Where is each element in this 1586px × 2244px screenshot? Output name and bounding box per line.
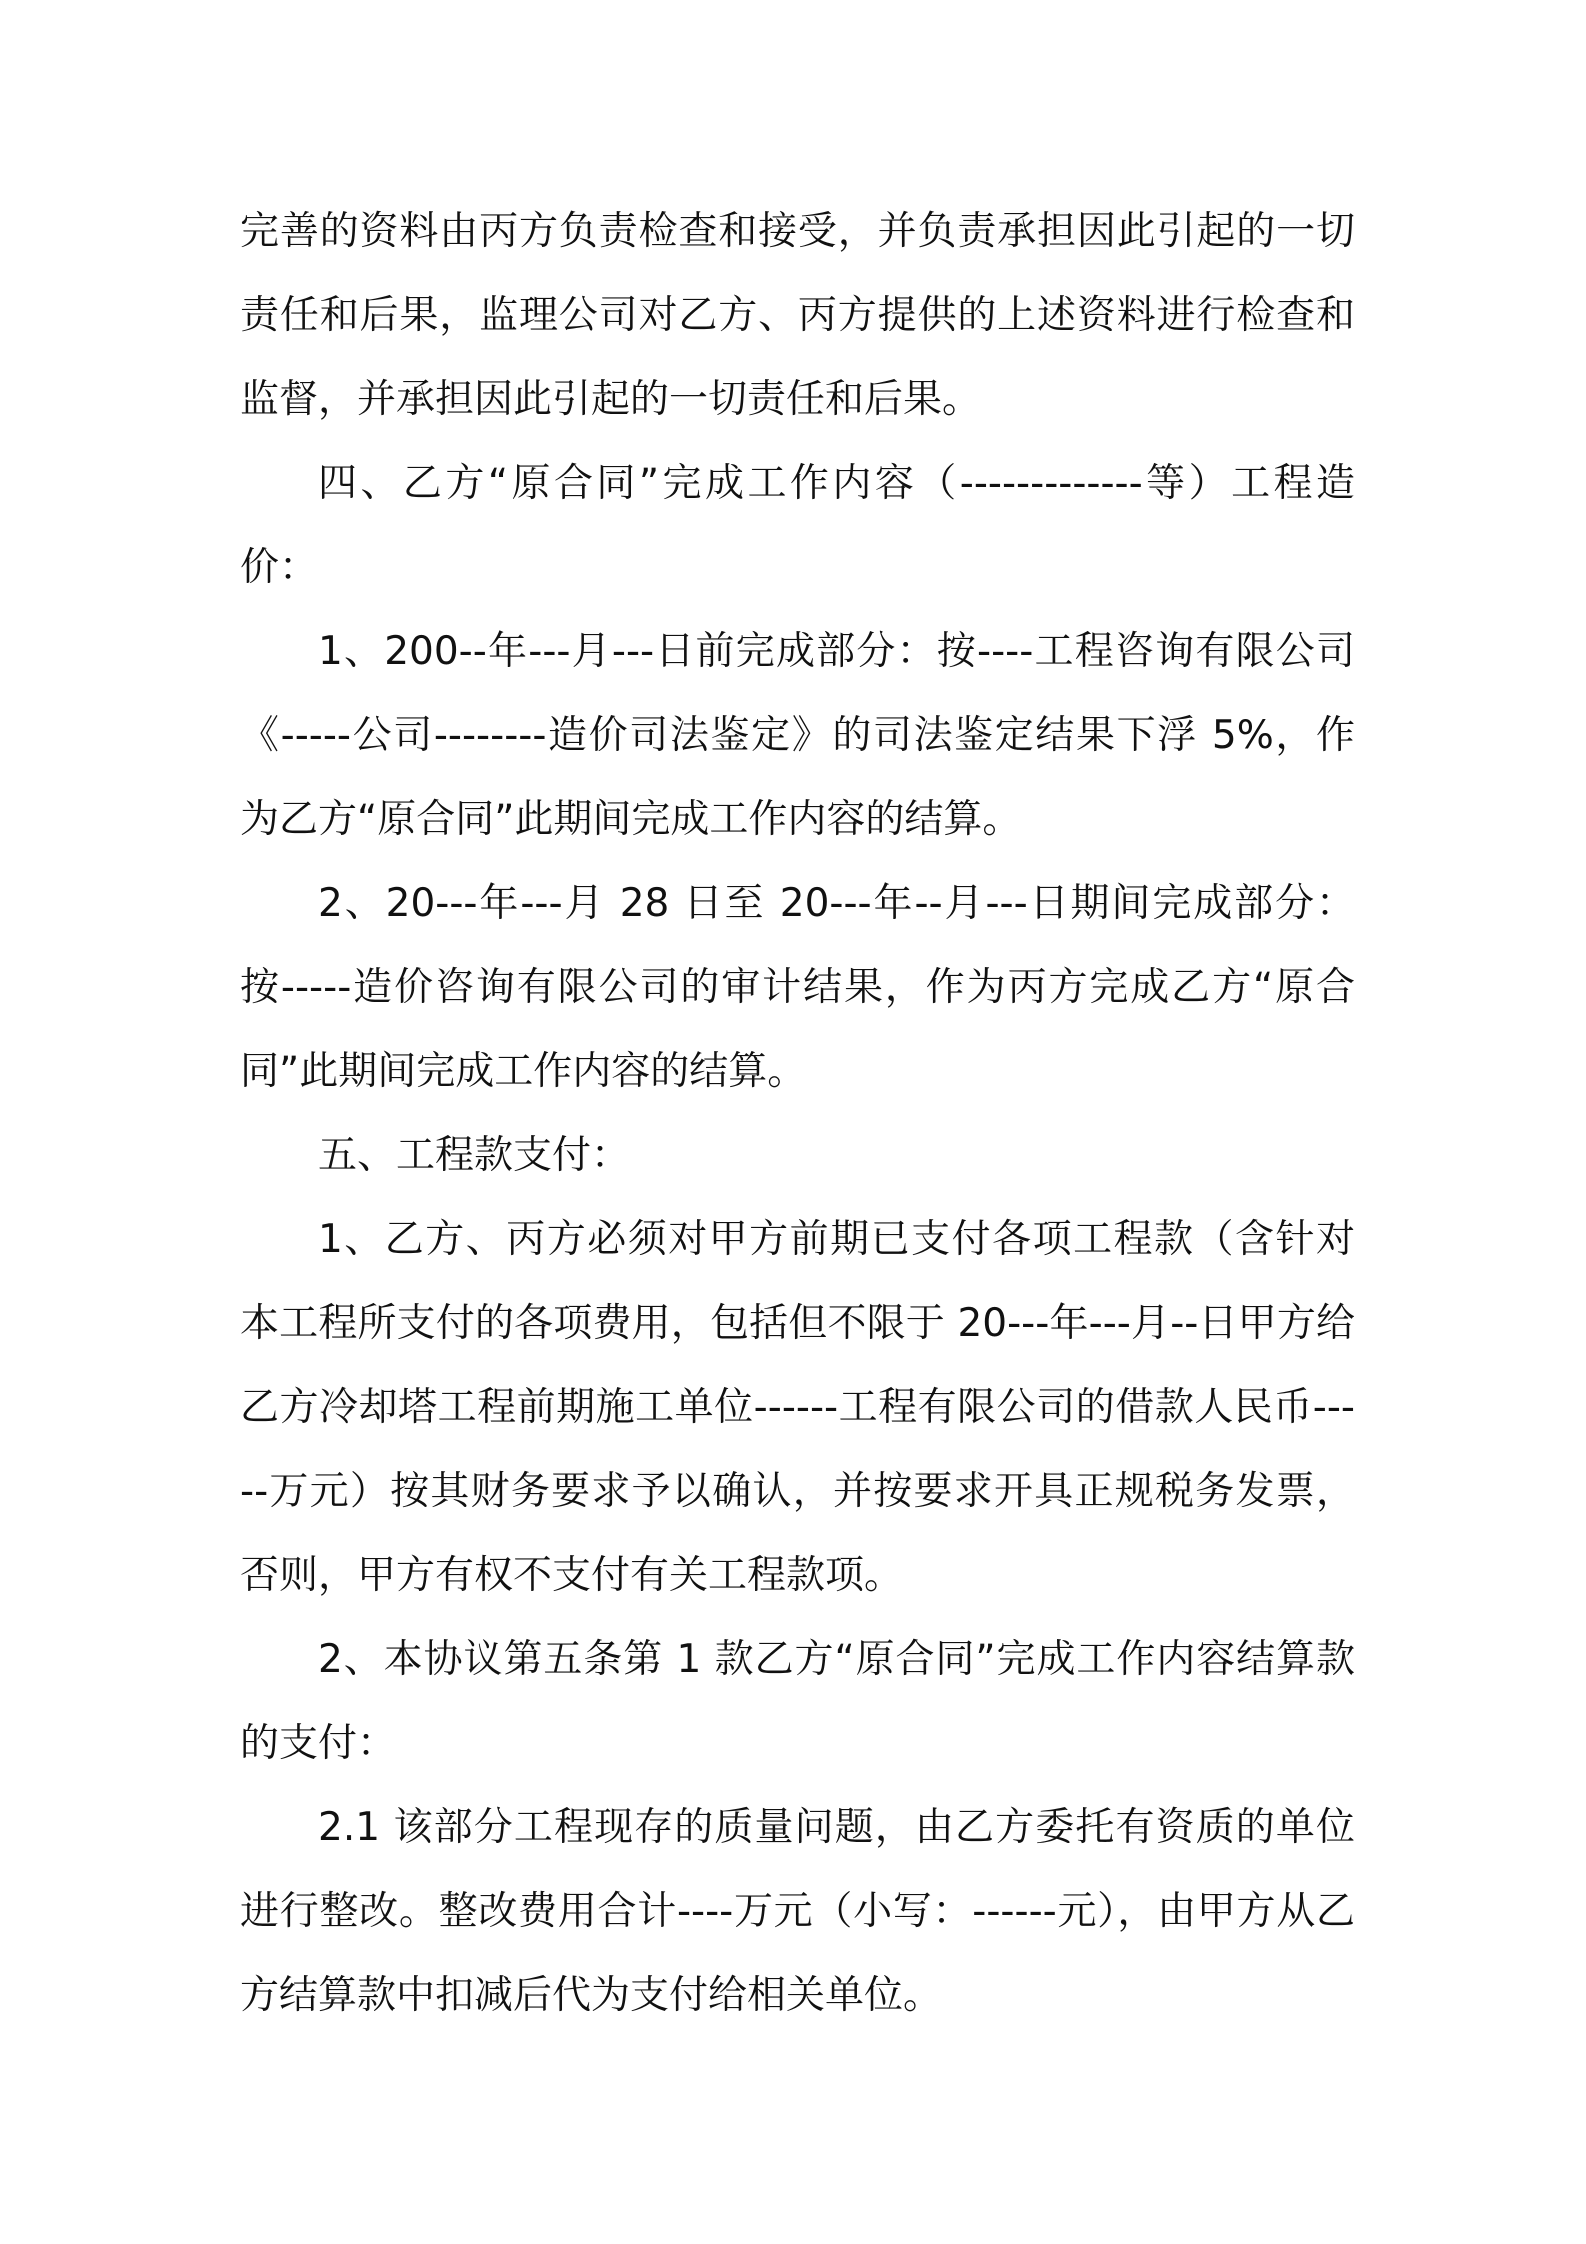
paragraph-section-five-item-1: 1、乙方、丙方必须对甲方前期已支付各项工程款（含针对本工程所支付的各项费用，包括但不限于 20---年---月--日甲方给乙方冷却塔工程前期施工单位------工程有限公司的借款人民币-----万元）按其财务要求予以确认，并按要求开具正规税务发票，否则，甲方有权不支付有关工程款项。 — [240, 1217, 1355, 1598]
paragraph-section-four-item-2: 2、20---年---月 28 日至 20---年--月---日期间完成部分：按-----造价咨询有限公司的审计结果，作为丙方完成乙方“原合同”此期间完成工作内容的结算。 — [240, 881, 1355, 1094]
paragraph-section-five-item-2: 2、本协议第五条第 1 款乙方“原合同”完成工作内容结算款的支付： — [240, 1637, 1355, 1766]
paragraph-section-five-item-2-1: 2.1 该部分工程现存的质量问题，由乙方委托有资质的单位进行整改。整改费用合计----万元（小写：------元），由甲方从乙方结算款中扣减后代为支付给相关单位。 — [240, 1805, 1355, 2018]
paragraph-section-four-heading: 四、乙方“原合同”完成工作内容（-------------等）工程造价： — [240, 461, 1355, 590]
document-body — [240, 190, 1355, 2038]
paragraph-continuation: 完善的资料由丙方负责检查和接受，并负责承担因此引起的一切责任和后果，监理公司对乙方、丙方提供的上述资料进行检查和监督，并承担因此引起的一切责任和后果。 — [240, 209, 1355, 422]
paragraph-section-four-item-1: 1、200--年---月---日前完成部分：按----工程咨询有限公司《-----公司--------造价司法鉴定》的司法鉴定结果下浮 5%，作为乙方“原合同”此期间完成工作内容的结算。 — [240, 629, 1355, 842]
paragraph-section-five-heading: 五、工程款支付： — [318, 1133, 631, 1178]
